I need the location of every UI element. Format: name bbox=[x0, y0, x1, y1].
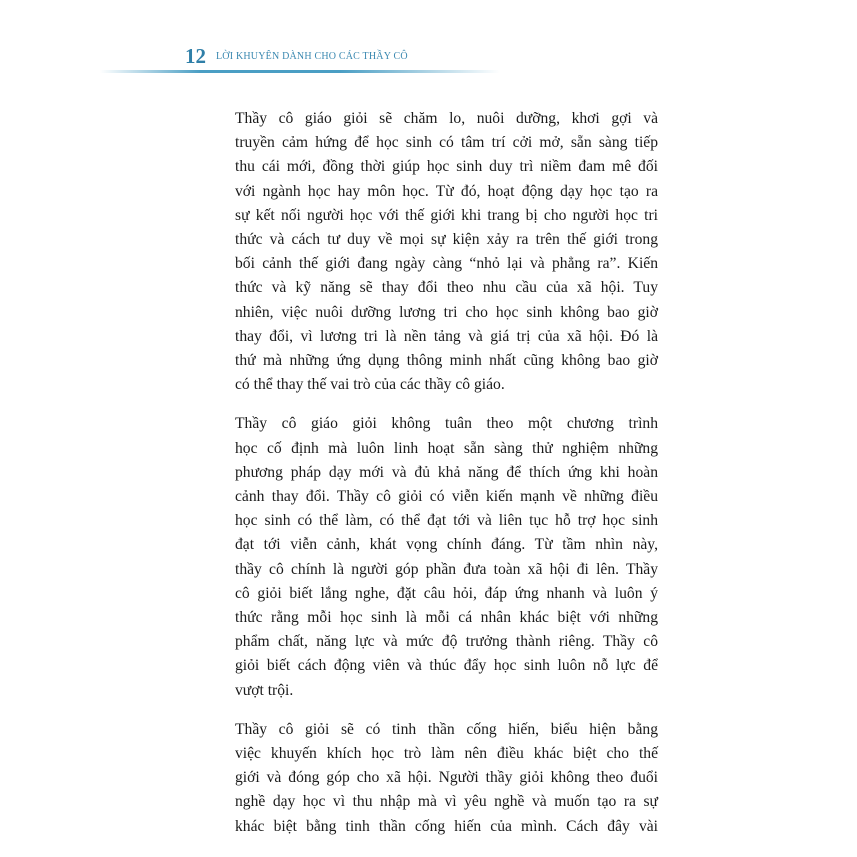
text-line: học cố định mà luôn linh hoạt sẵn sàng thử nghiệm những bbox=[235, 439, 658, 457]
text-line: học sinh có thể làm, có thể đạt tới và liên tục hỗ trợ học sinh bbox=[235, 512, 658, 530]
text-line: đạt tới viễn cảnh, khát vọng chính đáng. Từ tầm nhìn này, bbox=[235, 536, 658, 554]
text-line: phương pháp dạy mới và đủ khả năng để thích ứng khi hoàn bbox=[235, 463, 658, 481]
text-line: việc khuyến khích học trò làm nên điều khác biệt cho thế bbox=[235, 745, 658, 763]
text-line: bối cảnh thế giới đang ngày càng “nhỏ lại và phẳng ra”. Kiến bbox=[235, 255, 658, 273]
text-line: nghề dạy học vì thu nhập mà vì yêu nghề và muốn tạo ra sự bbox=[235, 793, 658, 811]
text-line: thức rằng mỗi học sinh là mỗi cá nhân khác biệt với những bbox=[235, 609, 658, 627]
text-line: truyền cảm hứng để học sinh có tâm trí cởi mở, sẵn sàng tiếp bbox=[235, 134, 658, 152]
paragraph bbox=[235, 412, 658, 702]
body-text bbox=[235, 107, 658, 854]
text-line: khác biệt bằng tinh thần cống hiến của mình. Cách đây vài bbox=[235, 817, 658, 835]
text-line: cô giỏi biết lắng nghe, đặt câu hỏi, đáp ứng nhanh và luôn ý bbox=[235, 584, 658, 602]
text-line: nhiên, việc nuôi dưỡng lương tri cho học sinh không bao giờ bbox=[235, 303, 658, 321]
text-line: Thầy cô giáo giỏi sẽ chăm lo, nuôi dưỡng, khơi gợi và bbox=[235, 110, 658, 127]
running-title: LỜI KHUYÊN DÀNH CHO CÁC THẦY CÔ bbox=[216, 51, 408, 62]
paragraph bbox=[235, 107, 658, 397]
text-line: sự kết nối người học với thế giới khi trang bị cho người học tri bbox=[235, 206, 658, 224]
text-line: phẩm chất, năng lực và mức độ trưởng thành riêng. Thầy cô bbox=[235, 633, 658, 651]
text-line: thay đổi, vì lương tri là nền tảng và giá trị của xã hội. Đó là bbox=[235, 327, 658, 345]
header-rule bbox=[100, 70, 500, 73]
running-header bbox=[100, 44, 660, 74]
text-line: vượt trội. bbox=[235, 681, 294, 699]
text-line: Thầy cô giáo giỏi không tuân theo một chương trình bbox=[235, 415, 658, 433]
text-line: thứ mà những ứng dụng thông minh nhất cũng không bao giờ bbox=[235, 352, 658, 370]
text-line: giỏi biết cách động viên và thúc đẩy học sinh luôn nỗ lực để bbox=[235, 657, 658, 675]
text-line: thức và kỹ năng sẽ thay đổi theo nhu cầu của xã hội. Tuy bbox=[235, 279, 658, 297]
text-line: thức và cách tư duy về mọi sự kiện xảy ra trên thế giới trong bbox=[235, 231, 658, 249]
page-number: 12 bbox=[185, 44, 206, 68]
text-line: giới và đóng góp cho xã hội. Người thầy giỏi không theo đuổi bbox=[235, 769, 658, 787]
paragraph bbox=[235, 718, 658, 839]
text-line: có thể thay thế vai trò của các thầy cô giáo. bbox=[235, 376, 505, 394]
text-line: thu cái mới, đồng thời giúp học sinh duy trì niềm đam mê đối bbox=[235, 158, 658, 176]
text-line: cảnh thay đổi. Thầy cô giỏi có viễn kiến mạnh về những điều bbox=[235, 488, 658, 506]
text-line: với ngành học hay môn học. Từ đó, hoạt động dạy học tạo ra bbox=[235, 182, 658, 200]
text-line: Thầy cô giỏi sẽ có tinh thần cống hiến, biểu hiện bằng bbox=[235, 720, 658, 738]
text-line: thầy cô chính là người góp phần đưa toàn xã hội đi lên. Thầy bbox=[235, 560, 658, 578]
